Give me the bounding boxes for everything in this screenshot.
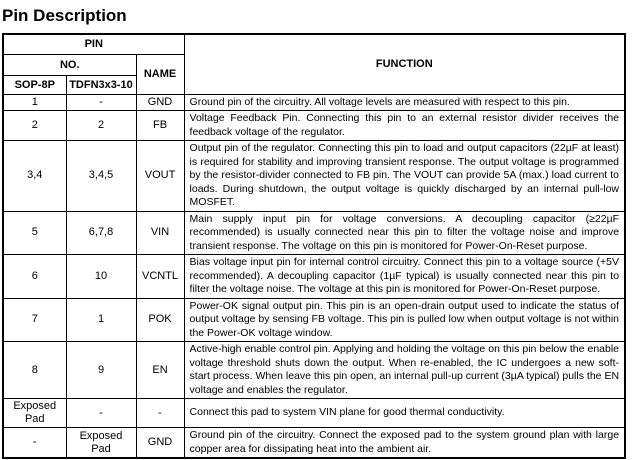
pin-sop-cell: 6 xyxy=(3,255,66,299)
table-row xyxy=(3,255,625,299)
pin-tdfn-cell: - xyxy=(66,399,136,428)
page-title: Pin Description xyxy=(2,6,127,25)
table-row xyxy=(3,111,625,141)
pin-name-cell: VCNTL xyxy=(136,255,184,299)
pin-name-cell: VOUT xyxy=(136,141,184,212)
pin-function-cell: Main supply input pin for voltage conversions. A decoupling capacitor (≥22µF recommended) is usually connected near this pin to filter the voltage noise and improve transient response. The voltage on this pin is monitored for Power-On-Reset purpose. xyxy=(184,211,625,255)
pin-sop-cell: 1 xyxy=(3,94,66,111)
pin-tdfn-cell: 6,7,8 xyxy=(66,211,136,255)
pin-name-cell: VIN xyxy=(136,211,184,255)
pin-tdfn-cell: 1 xyxy=(66,298,136,342)
header-tdfn3x3-10: TDFN3x3-10 xyxy=(66,75,136,94)
pin-name-cell: GND xyxy=(136,428,184,459)
table-row xyxy=(3,399,625,428)
table-row xyxy=(3,141,625,212)
pin-description-table xyxy=(2,33,626,459)
pin-function-cell: Power-OK signal output pin. This pin is an open-drain output used to indicate the status of output voltage by sensing FB voltage. This pin is pulled low when output voltage is not within the Power-OK voltage window. xyxy=(184,298,625,342)
pin-function-cell: Ground pin of the circuitry. Connect the exposed pad to the system ground plan with large copper area for dissipating heat into the ambient air. xyxy=(184,428,625,459)
pin-name-cell: GND xyxy=(136,94,184,111)
pin-tdfn-cell: - xyxy=(66,94,136,111)
pin-tdfn-cell: 2 xyxy=(66,111,136,141)
table-row xyxy=(3,94,625,111)
pin-function-cell: Active-high enable control pin. Applying and holding the voltage on this pin below the enable voltage threshold shuts down the output. When re-enabled, the IC undergoes a new soft-start process. When leave this pin open, an internal pull-up current (3µA typical) pulls the EN voltage and enables the regulator. xyxy=(184,342,625,399)
table-row xyxy=(3,298,625,342)
pin-tdfn-cell: Exposed Pad xyxy=(66,428,136,459)
pin-function-cell: Voltage Feedback Pin. Connecting this pin to an external resistor divider receives the feedback voltage of the regulator. xyxy=(184,111,625,141)
pin-function-cell: Output pin of the regulator. Connecting this pin to load and output capacitors (22µF at least) is required for stability and improving transient response. The output voltage is programmed by the resistor-divider connected to FB pin. The VOUT can provide 5A (max.) load current to loads. During shutdown, the output voltage is quickly discharged by an internal pull-low MOSFET. xyxy=(184,141,625,212)
header-function: FUNCTION xyxy=(184,34,625,94)
pin-sop-cell: 2 xyxy=(3,111,66,141)
pin-tdfn-cell: 10 xyxy=(66,255,136,299)
pin-sop-cell: 5 xyxy=(3,211,66,255)
pin-name-cell: POK xyxy=(136,298,184,342)
header-pin: PIN xyxy=(3,34,184,54)
header-name: NAME xyxy=(136,54,184,94)
pin-sop-cell: - xyxy=(3,428,66,459)
pin-function-cell: Connect this pad to system VIN plane for good thermal conductivity. xyxy=(184,399,625,428)
pin-sop-cell: 8 xyxy=(3,342,66,399)
pin-sop-cell: 3,4 xyxy=(3,141,66,212)
header-sop8p: SOP-8P xyxy=(3,75,66,94)
pin-sop-cell: 7 xyxy=(3,298,66,342)
pin-tdfn-cell: 3,4,5 xyxy=(66,141,136,212)
header-row-pin xyxy=(3,34,625,54)
pin-sop-cell: Exposed Pad xyxy=(3,399,66,428)
pin-function-cell: Bias voltage input pin for internal control circuitry. Connect this pin to a voltage source (+5V recommended). A decoupling capacitor (1µF typical) is usually connected near this pin to filter the voltage noise. The voltage at this pin is monitored for Power-On-Reset purpose. xyxy=(184,255,625,299)
pin-name-cell: EN xyxy=(136,342,184,399)
table-row xyxy=(3,211,625,255)
table-row xyxy=(3,428,625,459)
pin-function-cell: Ground pin of the circuitry. All voltage levels are measured with respect to this pin. xyxy=(184,94,625,111)
table-row xyxy=(3,342,625,399)
pin-name-cell: - xyxy=(136,399,184,428)
pin-name-cell: FB xyxy=(136,111,184,141)
header-no: NO. xyxy=(3,54,136,75)
pin-tdfn-cell: 9 xyxy=(66,342,136,399)
